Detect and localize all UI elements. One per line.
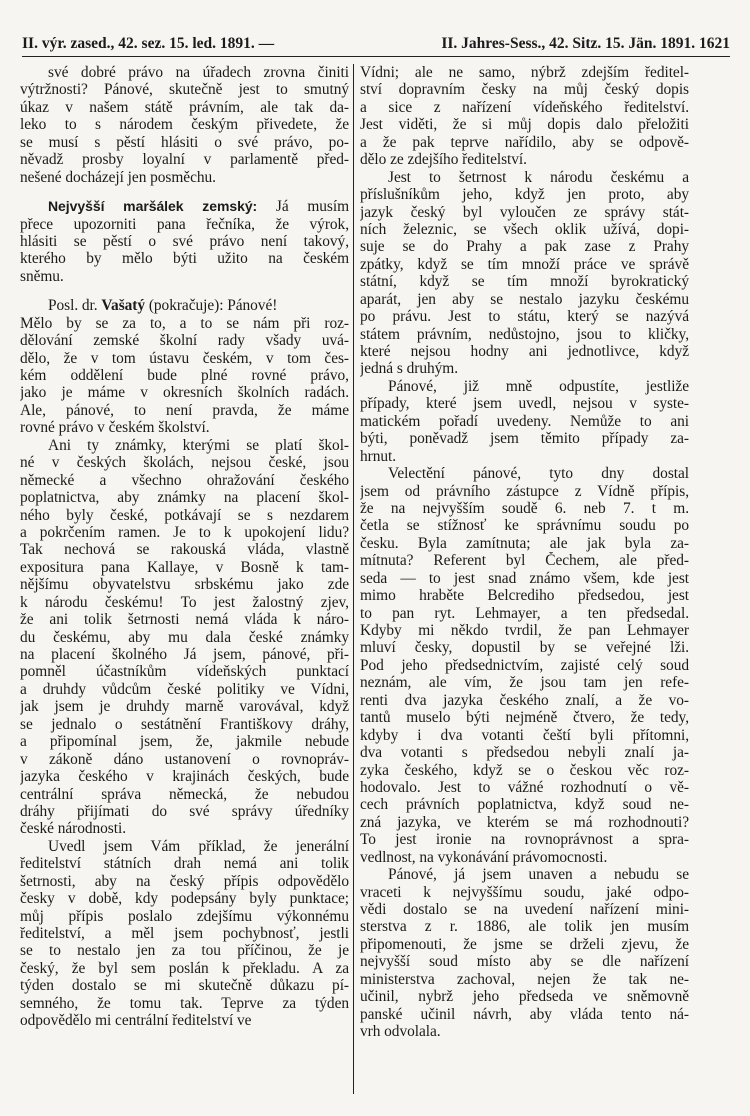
text-line: vedlnost, na vykonávání právomocnosti.: [360, 848, 608, 866]
text-line: aparát, jen aby se nestalo jazyku českému: [360, 290, 689, 308]
text-line: můj přípis poslalo zdejšímu výkonnému: [20, 907, 349, 925]
text-line: ného byly české, potkávají se s nezdarem: [20, 506, 349, 524]
text-line: dělování zemské školní rady všady uvá-: [20, 332, 349, 350]
text-line: jsem od právního zástupce z Vídně přípis,: [360, 482, 689, 500]
speaker-line: [20, 198, 349, 215]
text-line: a že pak teprve nařídilo, aby se odpově-: [360, 133, 689, 151]
text-line: dělo, že v tom ústavu českém, v tom čes-: [20, 349, 349, 367]
text-line: matickém pořadí uvedeny. Nemůže to ani: [360, 412, 689, 430]
text-line: seda — to jest snad známo všem, kde jest: [360, 569, 689, 587]
text-line: státem právním, nedůstojno, jsou to kličky,: [360, 325, 689, 343]
text-line: cech právních poplatnictva, když soud ne-: [360, 796, 689, 814]
paragraph: [20, 315, 349, 437]
paragraph: [360, 465, 689, 866]
text-line: hrnut.: [360, 447, 397, 465]
text-line: kdyby i dva votanti čeští byli přítomni,: [360, 726, 689, 744]
text-line: Pánové, již mně odpustíte, jestliže: [388, 377, 689, 395]
text-line: mluví česky, dopustil by se veřejné lži.: [360, 639, 689, 657]
header-left: II. výr. zased., 42. sez. 15. led. 1891. —: [22, 35, 275, 52]
column-divider: [353, 64, 354, 1094]
text-line: a připomínal jsem, že, jakmile nebude: [20, 733, 349, 751]
text-line: leko to s národem českým přivedete, že: [20, 116, 349, 134]
speaker-title: Posl. dr.: [48, 297, 98, 315]
text-line: to pan ryt. Lehmayer, a ten předsedal.: [360, 604, 689, 622]
text-line: býti, poněvadž jsem těmito případy za-: [360, 430, 689, 448]
text-line: centrální správa německá, že nebudou: [20, 785, 349, 803]
text-line: dva votanti s předsedou nebyli znalí ja-: [360, 744, 689, 762]
text-line: jazyk český byl vyloučen ze správy stát-: [360, 203, 689, 221]
text-line: kém oddělení bude plné rovné právo,: [20, 367, 349, 384]
text-line: nejvyšší soud místo aby se dle nařízení: [360, 953, 689, 971]
text-line: Uvedl jsem Vám příklad, že jenerální: [48, 837, 349, 855]
text-line: Tak nechová se rakouská vláda, vlastně: [20, 541, 349, 559]
text-line: Pod jeho předsednictvím, zajisté celý soud: [360, 656, 689, 674]
text-line: Vídni; ale ne samo, nýbrž zdejším ředitel-: [360, 64, 689, 81]
text-line: suje se do Prahy a pak zase z Prahy: [360, 238, 689, 256]
text-line: které nejsou hodny ani jednotlivce, když: [360, 343, 689, 360]
text-line: příslušníkům jeho, když jen proto, aby: [360, 186, 689, 204]
text-line: Mělo by se za to, a to se nám při roz-: [20, 314, 349, 332]
speech-text: Já musím: [275, 198, 349, 216]
left-column: [20, 64, 349, 1030]
text-line: ředitelství, a měl jsem pochybnosť, jestli: [20, 925, 349, 942]
text-line: k národu českému! To jest žalostný zjev,: [20, 593, 349, 611]
text-line: ství dopravním česky na můj český dopis: [360, 81, 689, 99]
text-line: du českému, aby mu dala české známky: [20, 628, 349, 646]
text-line: zyka českého, když se o českou věc roz-: [360, 761, 689, 779]
text-line: Velectění pánové, tyto dny dostal: [388, 465, 689, 483]
text-line: český, že byl sem poslán k překladu. A za: [20, 959, 349, 977]
text-line: jazyka českého v krajinách českých, bude: [20, 768, 349, 786]
header-right: II. Jahres-Sess., 42. Sitz. 15. Jän. 1891. 1621: [441, 35, 730, 52]
text-line: se jednalo o sestátnění Františkovy dráhy,: [20, 715, 349, 733]
text-line: poplatnictva, aby známky na placení škol-: [20, 489, 349, 507]
text-line: a pokrčením ramen. Je to k upokojení lidu?: [20, 523, 349, 541]
text-line: německé a všechno ohražování českého: [20, 471, 349, 489]
text-line: panské učinil návrh, aby vláda tento ná-: [360, 1005, 689, 1023]
text-line: vědi dostalo se na uvedení nařízení mini-: [360, 901, 689, 918]
paragraph: [360, 169, 689, 378]
text-line: šetrnosti, aby na český přípis odpovědělo: [20, 872, 349, 890]
text-line: své dobré právo na úřadech zrovna činiti: [48, 64, 349, 81]
text-line: ministerstva zachoval, nejen že tak ne-: [360, 970, 689, 988]
text-line: česky v době, kdy podepsány byly punktace;: [20, 890, 349, 908]
text-line: zpátky, když se tím množí práce ve správě: [360, 255, 689, 273]
text-line: se to nestalo jen za tou příčinou, že je: [20, 942, 349, 960]
text-line: né v českých školách, nejsou české, jsou: [20, 454, 349, 472]
speaker-line: [20, 297, 349, 314]
text-line: jak jsem je druhdy marně varovával, když: [20, 698, 349, 716]
text-line: kterého by mělo býti užito na českém: [20, 250, 349, 268]
text-line: dělo ze zdejšího ředitelství.: [360, 151, 527, 169]
text-line: Kdyby mi někdo tvrdil, že pan Lehmayer: [360, 622, 689, 639]
text-line: vraceti k nejvyššímu soudu, jaké odpo-: [360, 883, 689, 901]
paragraph: [360, 64, 689, 169]
text-line: zná jazyka, ve kterém se má rozhodnouti?: [360, 813, 689, 831]
text-line: sněmu.: [20, 267, 64, 285]
text-line: ních železnic, se všech oklik užívá, dopi-: [360, 220, 689, 238]
text-line: úkaz v našem státě právním, ale tak da-: [20, 98, 349, 116]
text-line: četla se stížnosť ke správnímu soudu po: [360, 517, 689, 535]
text-line: případy, které jsem uvedl, nejsou v syste-: [360, 395, 689, 413]
text-line: ředitelství státních drah nemá ani tolik: [20, 855, 349, 873]
text-line: vrh odvolala.: [360, 1023, 441, 1041]
text-line: renti dva jazyka českého znalí, a že vo-: [360, 691, 689, 709]
text-line: česku. Byla zamítnuta; ale jak byla za-: [360, 534, 689, 552]
text-line: Pánové, já jsem unaven a nebudu se: [388, 866, 689, 884]
text-line: expositura pana Kallaye, v Bosně k tam-: [20, 558, 349, 576]
text-line: Jest to šetrnost k národu českému a: [388, 168, 689, 186]
paragraph: [20, 216, 349, 286]
text-line: výtržnosti? Pánové, skutečně jest to smutný: [20, 81, 349, 99]
text-line: hodovalo. Jest to vážné rozhodnutí o vě-: [360, 778, 689, 796]
text-line: se musí s pěstí hlásiti o své právo, po-: [20, 133, 349, 151]
paragraph: [360, 378, 689, 465]
speaker-name: Vašatý: [101, 297, 146, 315]
text-line: dráhy přijímati do své správy úředníky: [20, 802, 349, 820]
text-line: Ale, pánové, to není pravda, že máme: [20, 401, 349, 419]
text-line: na placení školného Já jsem, pánové, při-: [20, 646, 349, 663]
speaker-name: Nejvyšší maršálek zemský:: [48, 198, 258, 215]
paragraph: [20, 437, 349, 838]
text-line: hlásiti se pěstí o své právo není takový,: [20, 232, 349, 250]
paragraph: [20, 64, 349, 186]
text-line: pomněl účastníkům vídeňských punktací: [20, 663, 349, 681]
text-line: Ani ty známky, kterými se platí škol-: [48, 436, 349, 454]
text-line: a druhdy vůdcům české politiky ve Vídni,: [20, 680, 349, 698]
text-line: nějšímu obyvatelstvu srbskému jako zde: [20, 576, 349, 594]
text-line: že ani tolik šetrnosti nemá vláda k náro-: [20, 611, 349, 629]
text-line: mítnuta? Referent byl Čechem, ale před-: [360, 552, 689, 570]
paragraph: [20, 838, 349, 1030]
speaker-note: (pokračuje): Pánové!: [148, 297, 278, 315]
text-line: české národnosti.: [20, 820, 126, 838]
text-line: To jest ironie na rovnoprávnost a spra-: [360, 831, 689, 849]
text-line: odpovědělo mi centrální ředitelství ve: [20, 1012, 252, 1030]
text-line: a sice z nařízení vídeňského ředitelství.: [360, 98, 689, 116]
text-line: sterstva z r. 1886, ale tolik jen musím: [360, 918, 689, 936]
right-column: [360, 64, 689, 1041]
text-line: týden dostalo se mi skutečně důkazu pí-: [20, 977, 349, 995]
paragraph: [360, 866, 689, 1040]
text-line: po právu. Jest to státu, který se nazývá: [360, 308, 689, 326]
text-line: připomenouti, že jsme se drželi zjevu, že: [360, 935, 689, 953]
text-line: neznám, ale vím, že jsou tam jen refe-: [360, 674, 689, 692]
text-line: jedná s druhým.: [360, 360, 458, 378]
text-line: rovné právo v českém školství.: [20, 419, 210, 437]
text-line: něvadž prosby loyalní v parlamentě před-: [20, 151, 349, 169]
text-line: Jest viděti, že si můj dopis dalo přeložiti: [360, 116, 689, 134]
text-line: učinil, nybrž jeho předseda ve sněmovně: [360, 988, 689, 1006]
text-line: přece upozorniti pana řečníka, že výrok,: [20, 215, 349, 233]
text-line: tantů muselo býti nejméně čtvero, že tedy,: [360, 709, 689, 727]
text-line: státní, když se tím množí byrokratický: [360, 273, 689, 291]
text-line: jako je máme v okresních školních radách.: [20, 384, 349, 402]
text-line: semného, že tomu tak. Teprve za týden: [20, 994, 349, 1012]
text-line: nešené docházejí jen posměchu.: [20, 168, 216, 186]
paragraph-gap: [20, 186, 349, 198]
text-line: že na nejvyšším soudě 6. neb 7. t m.: [360, 499, 689, 517]
text-line: mimo hraběte Belcrediho předsedou, jest: [360, 587, 689, 605]
running-header: [22, 34, 730, 57]
text-line: v zákoně dáno ustanovení o rovnopráv-: [20, 750, 349, 768]
paragraph-gap: [20, 285, 349, 297]
